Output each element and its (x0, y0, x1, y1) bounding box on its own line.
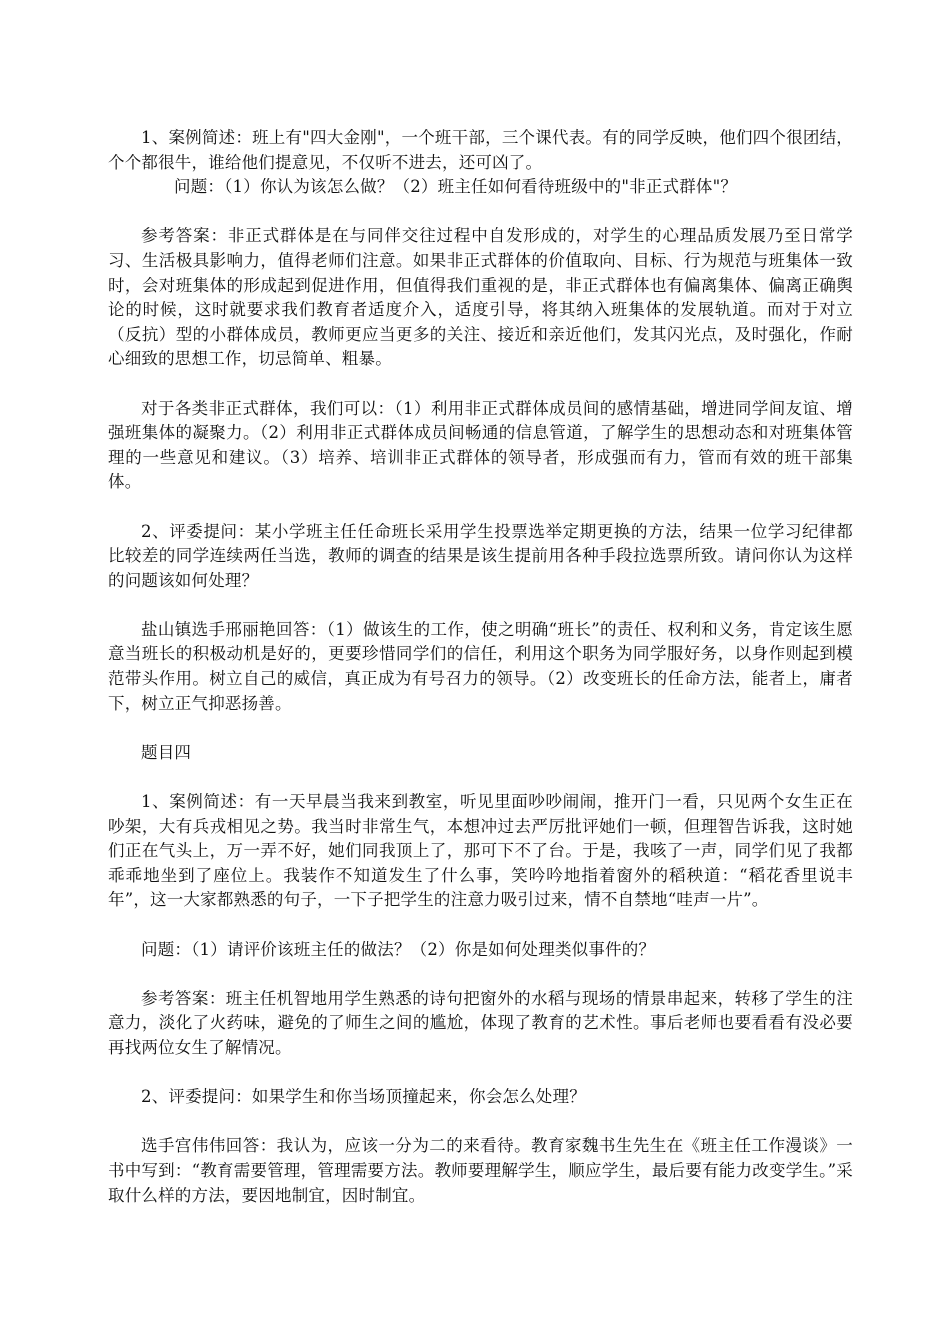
case-1-question: 问题：（1）你认为该怎么做？（2）班主任如何看待班级中的"非正式群体"？ (174, 177, 738, 197)
section-heading-topic-4: 题目四 (141, 742, 192, 762)
judge-question-2: 2、评委提问：某小学班主任任命班长采用学生投票选举定期更换的方法，结果一位学习纪律都比较差的同学连续两任当选，教师的调查的结果是该生提前用各种手段拉选票所致。请问你认为这样的问题该如何处理？ (108, 521, 853, 590)
case-1-answer: 参考答案：非正式群体是在与同伴交往过程中自发形成的，对学生的心理品质发展乃至日常学习、生活极具影响力，值得老师们注意。如果非正式群体的价值取向、目标、行为规范与班集体一致时，会对班集体的形成起到促进作用，但值得我们重视的是，非正式群体也有偏离集体、偏离正确舆论的时候，这时就要求我们教育者适度介入，适度引导，将其纳入班集体的发展轨道。而对于对立（反抗）型的小群体成员，教师更应当更多的关注、接近和亲近他们，发其闪光点，及时强化，作耐心细致的思想工作，切忌简单、粗暴。 (108, 226, 853, 369)
contestant-answer-4: 选手宫伟伟回答：我认为，应该一分为二的来看待。教育家魏书生先生在《班主任工作漫谈》一书中写到：“教育需要管理，管理需要方法。教师要理解学生，顺应学生，最后要有能力改变学生。”采取什么样的方法，要因地制宜，因时制宜。 (108, 1136, 853, 1205)
case-4-question: 问题：（1）请评价该班主任的做法？（2）你是如何处理类似事件的？ (141, 939, 656, 959)
contestant-answer-2: 盐山镇选手邢丽艳回答：（1）做该生的工作，使之明确“班长”的责任、权利和义务，肯定该生愿意当班长的积极动机是好的，更要珍惜同学们的信任，利用这个职务为同学服好务，以身作则起到模范带头作用。树立自己的威信，真正成为有号召力的领导。（2）改变班长的任命方法，能者上，庸者下，树立正气抑恶扬善。 (108, 619, 853, 713)
case-4-summary: 1、案例简述：有一天早晨当我来到教室，听见里面吵吵闹闹，推开门一看，只见两个女生正在吵架，大有兵戎相见之势。我当时非常生气，本想冲过去严厉批评她们一顿，但理智告诉我，这时她们正在气头上，万一弄不好，她们同我顶上了，那可下不了台。于是，我咳了一声，同学们见了我都乖乖地坐到了座位上。我装作不知道发生了什么事，笑吟吟地指着窗外的稻秧道：“稻花香里说丰年”，这一大家都熟悉的句子，一下子把学生的注意力吸引过来，情不自禁地“哇声一片”。 (108, 792, 853, 910)
document-page (108, 126, 853, 1233)
judge-question-4: 2、评委提问：如果学生和你当场顶撞起来，你会怎么处理？ (141, 1087, 586, 1107)
case-1-answer-methods: 对于各类非正式群体，我们可以：（1）利用非正式群体成员间的感情基础，增进同学间友谊、增强班集体的凝聚力。（2）利用非正式群体成员间畅通的信息管道，了解学生的思想动态和对班集体管理的一些意见和建议。（3）培养、培训非正式群体的领导者，形成强而有力，管而有效的班干部集体。 (108, 398, 853, 492)
case-1-summary: 1、案例简述：班上有"四大金刚"，一个班干部，三个课代表。有的同学反映，他们四个很团结，个个都很牛，谁给他们提意见，不仅听不进去，还可凶了。 (108, 128, 853, 172)
case-4-answer: 参考答案：班主任机智地用学生熟悉的诗句把窗外的水稻与现场的情景串起来，转移了学生的注意力，淡化了火药味，避免的了师生之间的尴尬，体现了教育的艺术性。事后老师也要看看有没必要再找两位女生了解情况。 (108, 988, 853, 1057)
